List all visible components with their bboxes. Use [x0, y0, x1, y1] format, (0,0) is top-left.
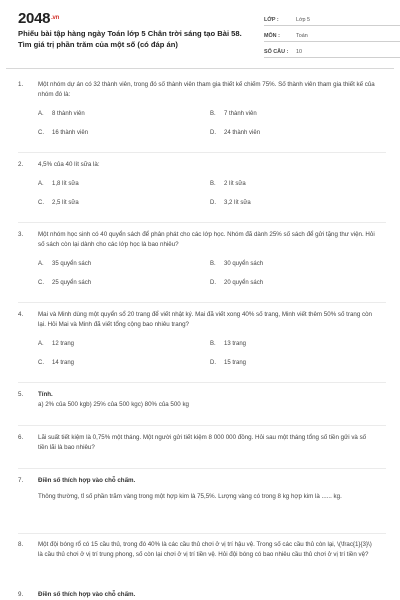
option-letter: C.	[38, 130, 44, 136]
question-divider	[18, 152, 386, 153]
option-letter: C.	[38, 360, 44, 366]
option-a[interactable]	[38, 179, 210, 189]
option-d[interactable]	[210, 198, 360, 208]
logo-text: 2048	[18, 10, 51, 27]
question-subtext: Thông thường, tỉ số phần trăm vàng trong một hợp kim là 75,5%. Lượng vàng có trong 8 kg hợp kim là ...... kg.	[38, 493, 342, 500]
question-number: 9.	[18, 591, 24, 598]
header-divider	[6, 68, 394, 69]
option-b[interactable]	[210, 339, 360, 349]
question-number: 5.	[18, 391, 24, 398]
option-text: 25 quyển sách	[52, 280, 92, 286]
meta-count-key: SỐ CÂU :	[264, 49, 289, 55]
option-text: 14 trang	[52, 360, 75, 366]
option-text: 20 quyển sách	[224, 280, 264, 286]
option-letter: B.	[210, 181, 216, 187]
worksheet-header	[12, 0, 388, 62]
question-text: Mai và Minh dùng một quyển sổ 20 trang để viết nhật ký. Mai đã viết xong 40% số trang, Minh viết thêm 50% số trang còn lại. Hỏi Mai và Minh đã viết tổng cộng bao nhiêu trang?	[38, 311, 372, 328]
question-subtext: a) 2% của 500 kgb) 25% của 500 kgc) 80% của 500 kg	[38, 401, 190, 408]
option-letter: B.	[210, 341, 216, 347]
question-text: Tính.	[38, 391, 53, 398]
option-letter: A.	[38, 111, 44, 117]
option-text: 2 lít sữa	[224, 181, 246, 187]
option-text: 30 quyển sách	[224, 261, 264, 267]
question-9	[18, 590, 376, 600]
option-c[interactable]	[38, 358, 210, 368]
question-7	[18, 476, 376, 502]
meta-class-value: Lớp 5	[296, 17, 311, 23]
option-text: 13 trang	[224, 341, 247, 347]
question-5	[18, 390, 376, 410]
option-d[interactable]	[210, 128, 360, 138]
option-text: 16 thành viên	[52, 130, 89, 136]
worksheet-meta	[264, 10, 400, 58]
option-text: 1,8 lít sữa	[52, 181, 79, 187]
question-text: Một nhóm dự án có 32 thành viên, trong đó số thành viên tham gia thiết kế chiếm 75%. Số thành viên tham gia thiết kế của nhóm đó là:	[38, 81, 375, 98]
option-b[interactable]	[210, 109, 360, 119]
option-letter: C.	[38, 280, 44, 286]
option-d[interactable]	[210, 358, 360, 368]
meta-class-key: LỚP :	[264, 17, 279, 23]
site-logo[interactable]	[18, 10, 59, 27]
question-text: Điền số thích hợp vào chỗ chấm.	[38, 591, 136, 598]
option-c[interactable]	[38, 198, 210, 208]
option-letter: D.	[210, 200, 216, 206]
answer-options	[38, 339, 376, 368]
question-divider	[18, 302, 386, 303]
option-c[interactable]	[38, 278, 210, 288]
option-c[interactable]	[38, 128, 210, 138]
option-letter: A.	[38, 261, 44, 267]
option-letter: B.	[210, 111, 216, 117]
question-text: Điền số thích hợp vào chỗ chấm.	[38, 477, 136, 484]
question-1	[18, 80, 376, 138]
option-text: 3,2 lít sữa	[224, 200, 251, 206]
logo-suffix: .vn	[51, 15, 59, 21]
meta-subject-row	[264, 26, 400, 42]
question-divider	[18, 382, 386, 383]
option-text: 35 quyển sách	[52, 261, 92, 267]
option-letter: D.	[210, 360, 216, 366]
question-8	[18, 540, 376, 560]
option-letter: A.	[38, 181, 44, 187]
option-letter: B.	[210, 261, 216, 267]
question-number: 6.	[18, 434, 24, 441]
question-6	[18, 433, 376, 453]
question-text: Lãi suất tiết kiệm là 0,75% một tháng. Một người gửi tiết kiệm 8 000 000 đồng. Hỏi sau một tháng tổng số tiền gửi và số tiền lãi là bao nhiêu?	[38, 434, 367, 451]
option-b[interactable]	[210, 179, 360, 189]
answer-options	[38, 109, 376, 138]
option-a[interactable]	[38, 339, 210, 349]
meta-class-row	[264, 10, 400, 26]
meta-subject-key: MÔN :	[264, 33, 280, 39]
option-letter: C.	[38, 200, 44, 206]
question-number: 1.	[18, 81, 24, 88]
option-text: 8 thành viên	[52, 111, 85, 117]
question-3	[18, 230, 376, 288]
question-number: 4.	[18, 311, 24, 318]
option-text: 12 trang	[52, 341, 75, 347]
question-divider	[18, 533, 386, 534]
question-divider	[18, 468, 386, 469]
question-text: Một đội bóng rổ có 15 cầu thủ, trong đó 40% là các cầu thủ chơi ở vị trí hậu vệ. Trong số các cầu thủ còn lại, \(\frac{1}{3}\) là cầu thủ chơi ở vị trí trung phong, số còn lại chơi ở vị trí tiền vệ. Hỏi đội bóng có bao nhiêu cầu thủ chơi ở vị trí tiền vệ?	[38, 541, 372, 558]
question-number: 7.	[18, 477, 24, 484]
option-text: 24 thành viên	[224, 130, 261, 136]
question-text: Một nhóm học sinh có 40 quyển sách để phân phát cho các lớp học. Nhóm đã dành 25% số sách để gửi tặng thư viện. Hỏi số sách còn lại dành cho các lớp học là bao nhiêu?	[38, 231, 375, 248]
answer-options	[38, 179, 376, 208]
meta-subject-value: Toán	[296, 33, 308, 39]
question-number: 8.	[18, 541, 24, 548]
option-letter: D.	[210, 280, 216, 286]
question-divider	[18, 425, 386, 426]
option-a[interactable]	[38, 259, 210, 269]
option-letter: A.	[38, 341, 44, 347]
option-text: 2,5 lít sữa	[52, 200, 79, 206]
meta-count-value: 10	[296, 49, 302, 55]
question-number: 2.	[18, 161, 24, 168]
question-2	[18, 160, 376, 208]
option-d[interactable]	[210, 278, 360, 288]
question-4	[18, 310, 376, 368]
worksheet-title: Phiếu bài tập hàng ngày Toán lớp 5 Chân trời sáng tạo Bài 58. Tìm giá trị phần trăm của một số (có đáp án)	[18, 29, 242, 49]
meta-count-row	[264, 42, 400, 58]
question-divider	[18, 222, 386, 223]
question-number: 3.	[18, 231, 24, 238]
option-letter: D.	[210, 130, 216, 136]
option-text: 15 trang	[224, 360, 247, 366]
option-text: 7 thành viên	[224, 111, 257, 117]
question-text: 4,5% của 40 lít sữa là:	[38, 161, 100, 168]
option-a[interactable]	[38, 109, 210, 119]
option-b[interactable]	[210, 259, 360, 269]
answer-options	[38, 259, 376, 288]
